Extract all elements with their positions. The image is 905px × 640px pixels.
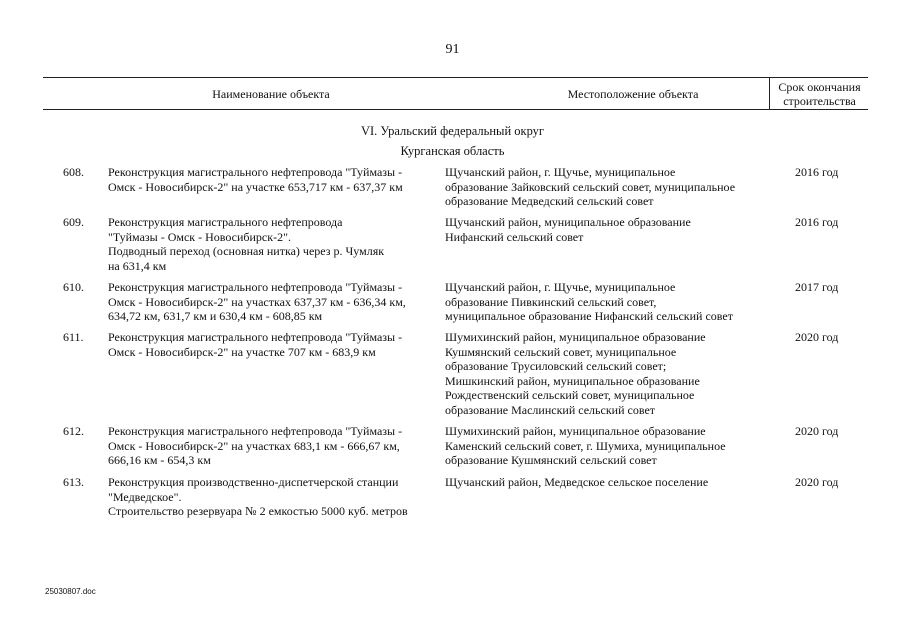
row-number: 609. (63, 215, 84, 229)
object-location: Шумихинский район, муниципальное образование Каменский сельский совет, г. Шумиха, муниципальное образование Кушмянский сельский совет (445, 424, 726, 467)
object-deadline: 2016 год (795, 215, 839, 229)
column-header-name: Наименование объекта (212, 86, 330, 101)
object-location: Щучанский район, Медведское сельское поселение (445, 475, 709, 489)
page-number: 91 (445, 42, 460, 57)
column-header-location: Местоположение объекта (567, 86, 699, 101)
object-name: Реконструкция магистрального нефтепровода "Туймазы - Омск - Новосибирск-2" на участке 707 км - 683,9 км (108, 330, 403, 359)
row-number: 610. (63, 280, 84, 294)
object-deadline: 2016 год (795, 165, 839, 179)
object-location: Щучанский район, г. Щучье, муниципальное образование Пивкинский сельский совет, муниципальное образование Нифанский сельский совет (445, 280, 733, 323)
object-location: Щучанский район, муниципальное образование Нифанский сельский совет (445, 215, 691, 244)
subsection-title: Курганская область (400, 144, 505, 158)
object-name: Реконструкция магистрального нефтепровода "Туймазы - Омск - Новосибирск-2" на участках 637,37 км - 636,34 км, 634,72 км, 631,7 км и 630,4 км - 608,85 км (108, 280, 406, 323)
section-title: VI. Уральский федеральный округ (360, 124, 545, 138)
object-name: Реконструкция магистрального нефтепровода "Туймазы - Омск - Новосибирск-2" на участках 683,1 км - 666,67 км, 666,16 км - 654,3 км (108, 424, 403, 467)
object-deadline: 2020 год (795, 475, 839, 489)
column-header-deadline: Срок окончания строительства (769, 78, 869, 109)
object-location: Щучанский район, г. Щучье, муниципальное образование Зайковский сельский совет, муниципальное образование Медведский сельский совет (445, 165, 736, 208)
object-name: Реконструкция производственно-диспетчерской станции "Медведское". Строительство резервуара № 2 емкостью 5000 куб. метров (108, 475, 408, 518)
row-number: 608. (63, 165, 84, 179)
object-name: Реконструкция магистрального нефтепровода "Туймазы - Омск - Новосибирск-2" на участке 653,717 км - 637,37 км (108, 165, 403, 194)
row-number: 612. (63, 424, 84, 438)
table-header (43, 77, 868, 110)
object-deadline: 2017 год (795, 280, 839, 294)
object-name: Реконструкция магистрального нефтепровода "Туймазы - Омск - Новосибирск-2". Подводный переход (основная нитка) через р. Чумляк на 631,4 км (108, 215, 385, 273)
row-number: 611. (63, 330, 84, 344)
object-deadline: 2020 год (795, 330, 839, 344)
object-location: Шумихинский район, муниципальное образование Кушмянский сельский совет, муниципальное образование Трусиловский сельский совет; Мишкинский район, муниципальное образование Рождественский сельский совет, муниципальное образование Маслинский сельский совет (445, 330, 706, 417)
document-code: 25030807.doc (45, 587, 96, 596)
row-number: 613. (63, 475, 84, 489)
object-deadline: 2020 год (795, 424, 839, 438)
